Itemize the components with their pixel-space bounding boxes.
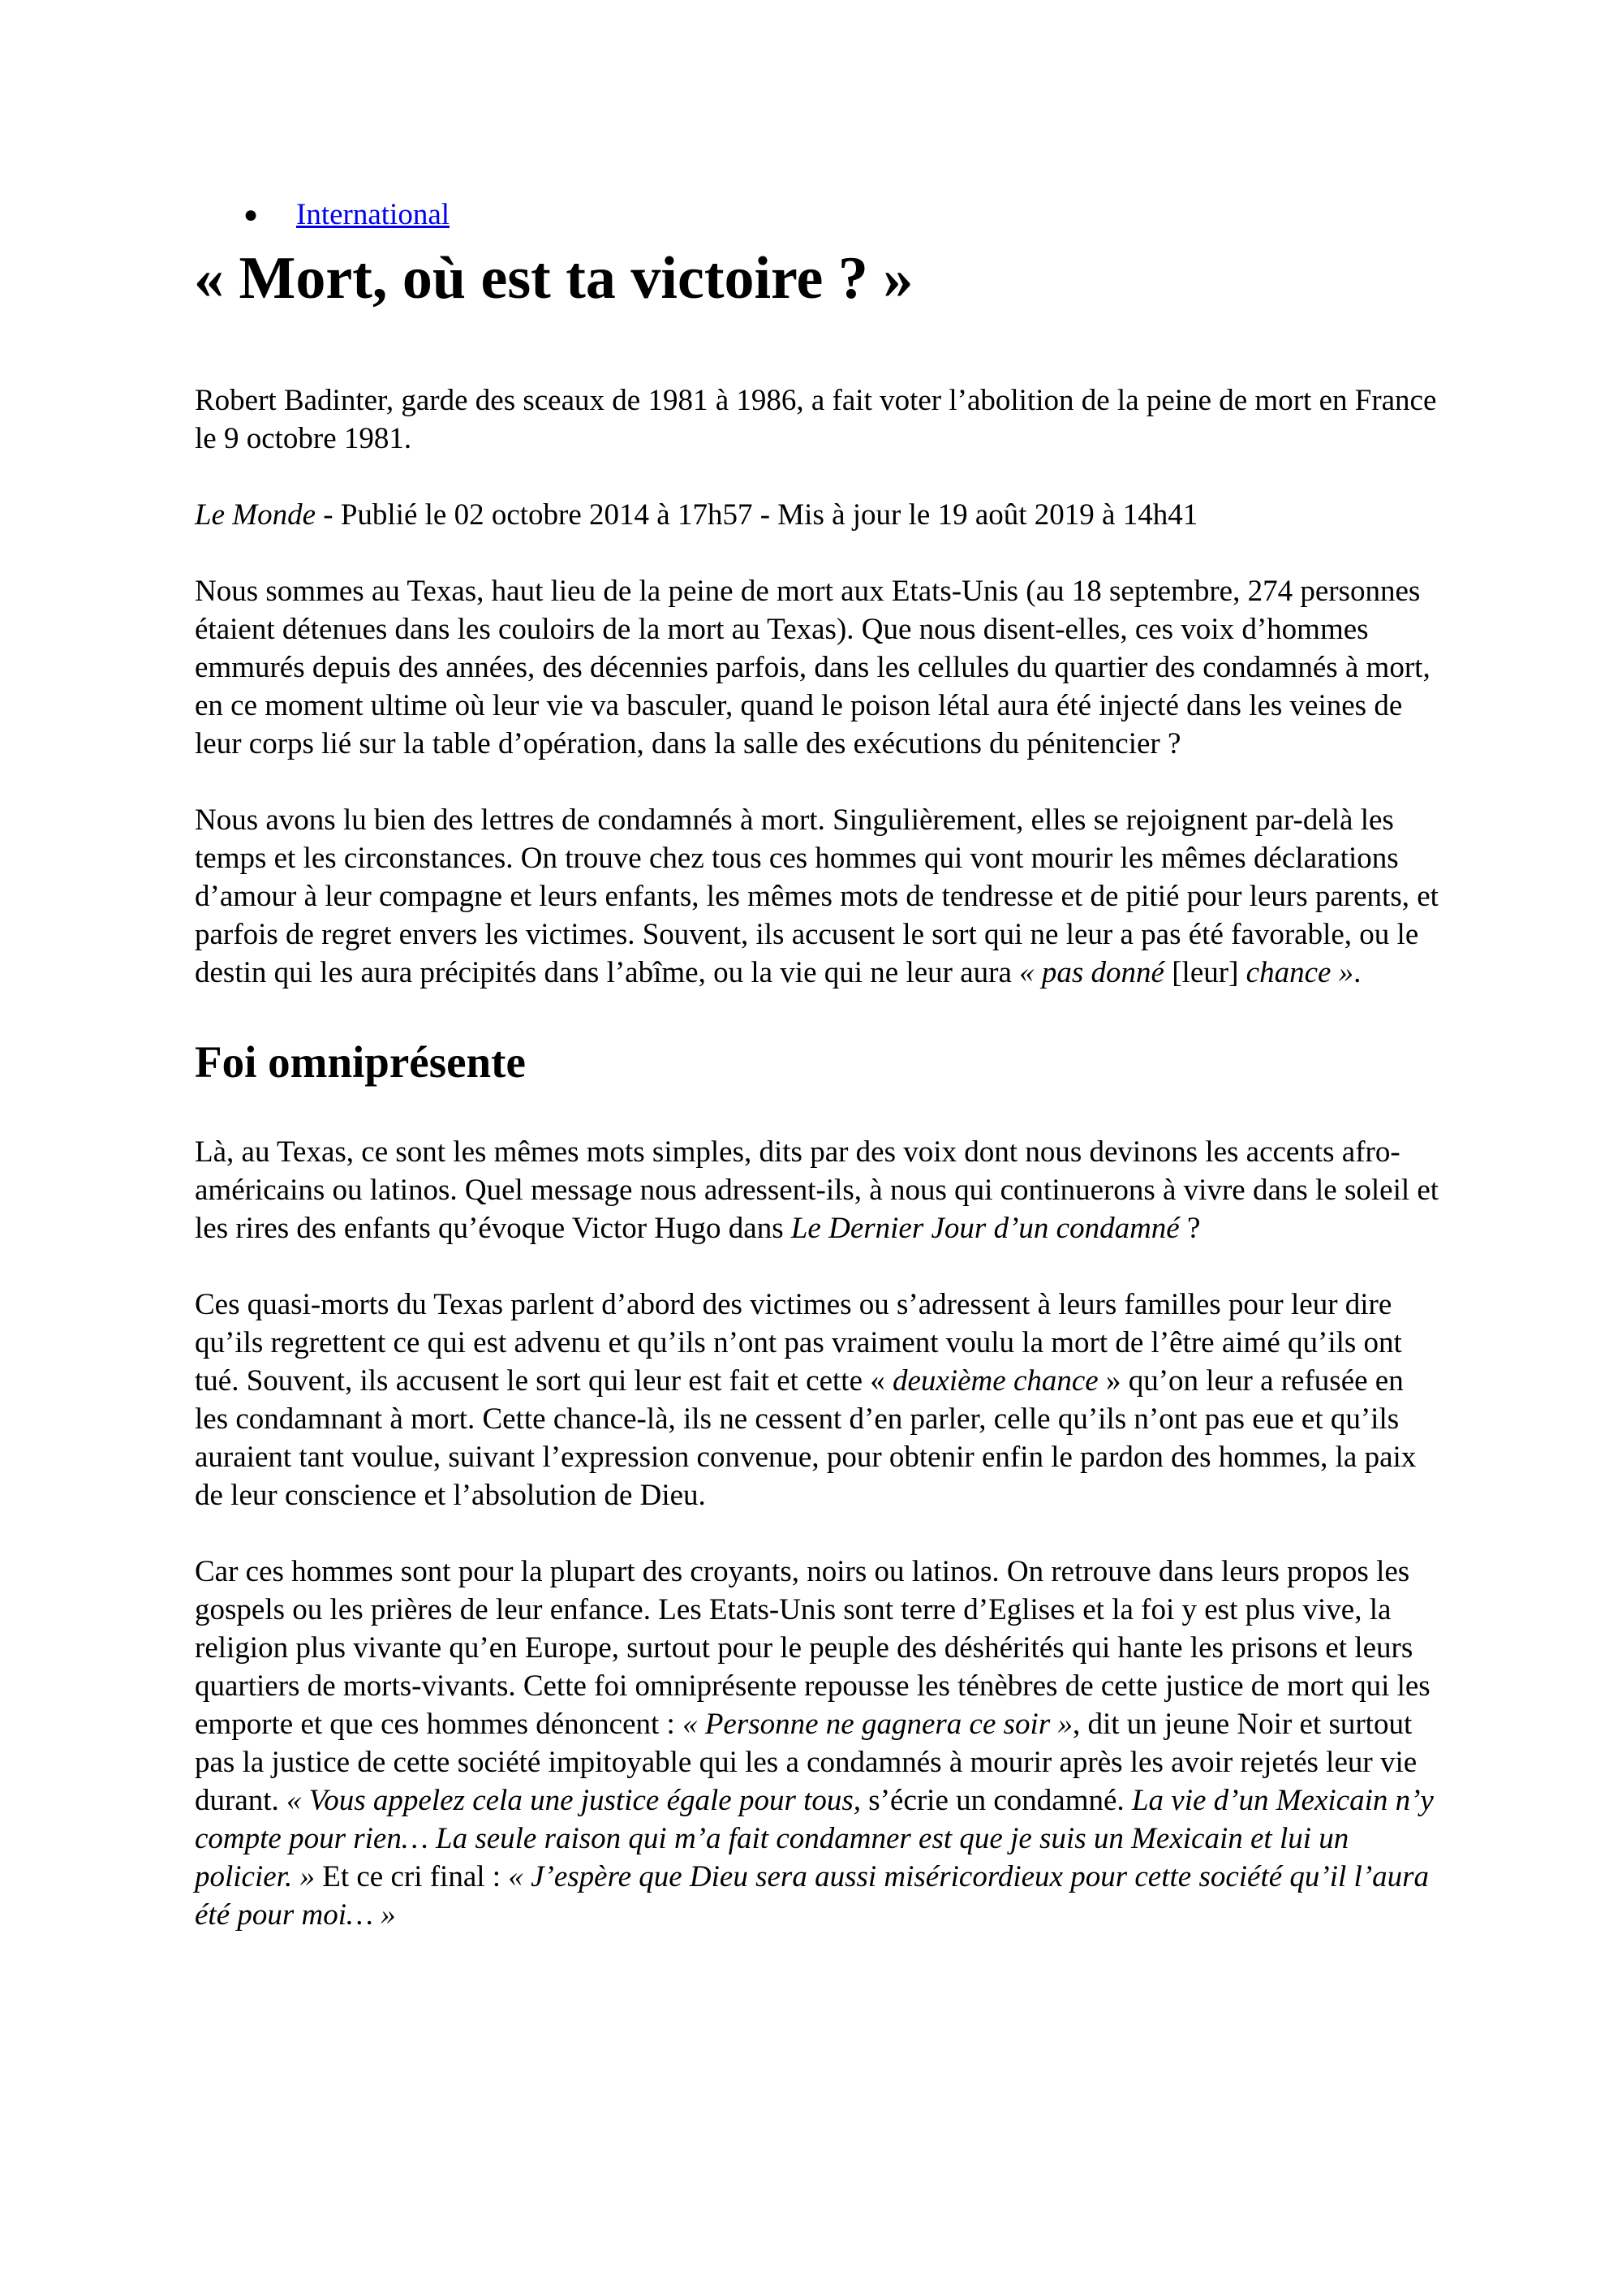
paragraph-text: . <box>1353 956 1362 989</box>
paragraph-text: [leur] <box>1172 956 1239 989</box>
quote: « Personne ne gagnera ce soir » <box>682 1708 1073 1741</box>
paragraph-text: » qu’on leur a refusée en les condamnant à mort. Cette chance-là, ils ne cessent d’en parler, celle qu’ils n’ont pas eue et qu’ils auraient tant voulue, suivant l’expression convenue, pour obtenir enfin le pardon des hommes, la paix de leur conscience et l’absolution de Dieu. <box>195 1364 1417 1512</box>
quote: La vie d’un Mexicain n’y compte pour rien… La seule raison qui m’a fait condamner est que je suis un Mexicain et lui un policier. » <box>195 1784 1434 1893</box>
bullet-icon: ● <box>243 201 259 228</box>
paragraph <box>195 1133 1444 1247</box>
byline-dates: - Publié le 02 octobre 2014 à 17h57 - Mis à jour le 19 août 2019 à 14h41 <box>316 498 1198 532</box>
paragraph <box>195 801 1444 992</box>
paragraph-text: , dit un jeune Noir et surtout pas la justice de cette société impitoyable qui les a condamnés à mourir après les avoir rejetés leur vie durant. <box>195 1708 1418 1817</box>
paragraph-text: Et ce cri final : <box>314 1860 509 1893</box>
section-heading: Foi omniprésente <box>195 1037 526 1087</box>
article-lead: Robert Badinter, garde des sceaux de 1981 à 1986, a fait voter l’abolition de la peine de mort en France le 9 octobre 1981. <box>195 384 1437 455</box>
paragraph-text: Nous avons lu bien des lettres de condamnés à mort. Singulièrement, elles se rejoignent par-delà les temps et les circonstances. On trouve chez tous ces hommes qui vont mourir les mêmes déclarations d’amour à leur compagne et leurs enfants, les mêmes mots de tendresse et de pitié pour leurs parents, et parfois de regret envers les victimes. Souvent, ils accusent le sort qui ne leur a pas été favorable, ou le destin qui les aura précipités dans l’abîme, ou la vie qui ne leur aura <box>195 803 1439 989</box>
quote: « J’espère que Dieu sera aussi miséricordieux pour cette société qu’il l’aura été pour moi… » <box>195 1860 1430 1932</box>
paragraph-text: ? <box>1179 1212 1201 1245</box>
nav-link-international[interactable]: International <box>296 198 450 231</box>
paragraph <box>195 1553 1444 1934</box>
paragraph-text: Là, au Texas, ce sont les mêmes mots simples, dits par des voix dont nous devinons les accents afro-américains ou latinos. Quel message nous adressent-ils, à nous qui continuerons à vivre dans le soleil et les rires des enfants qu’évoque Victor Hugo dans <box>195 1135 1439 1245</box>
paragraph: Nous sommes au Texas, haut lieu de la peine de mort aux Etats-Unis (au 18 septembre, 274 personnes étaient détenues dans les couloirs de la mort au Texas). Que nous disent-elles, ces voix d’hommes emmurés depuis des années, des décennies parfois, dans les cellules du quartier des condamnés à mort, en ce moment ultime où leur vie va basculer, quand le poison létal aura été injecté dans les veines de leur corps lié sur la table d’opération, dans la salle des exécutions du pénitencier ? <box>195 575 1431 760</box>
article-title: « Mort, où est ta victoire ? » <box>194 245 914 312</box>
byline <box>195 496 1444 534</box>
paragraph-text: s’écrie un condamné. <box>861 1784 1132 1817</box>
paragraph-text: Ces quasi-morts du Texas parlent d’abord des victimes ou s’adressent à leurs familles pour leur dire qu’ils regrettent ce qui est advenu et qu’ils n’ont pas vraiment voulu la mort de l’être aimé qu’ils ont tué. Souvent, ils accusent le sort qui leur est fait et cette « <box>195 1288 1402 1398</box>
quote: « Vous appelez cela une justice égale pour tous, <box>286 1784 862 1817</box>
paragraph-text: Car ces hommes sont pour la plupart des croyants, noirs ou latinos. On retrouve dans leurs propos les gospels ou les prières de leur enfance. Les Etats-Unis sont terre d’Eglises et la foi y est plus vive, la religion plus vivante qu’en Europe, surtout pour le peuple des déshérités qui hante les prisons et leurs quartiers de morts-vivants. Cette foi omniprésente repousse les ténèbres de cette justice de mort qui les emporte et que ces hommes dénoncent : <box>195 1555 1431 1741</box>
article-body <box>195 381 1444 1972</box>
byline-source: Le Monde <box>195 498 316 532</box>
paragraph <box>195 1286 1444 1514</box>
quote: chance » <box>1238 956 1354 989</box>
quote: « pas donné <box>1019 956 1172 989</box>
book-title: Le Dernier Jour d’un condamné <box>790 1212 1180 1245</box>
quote: deuxième chance <box>893 1364 1099 1398</box>
